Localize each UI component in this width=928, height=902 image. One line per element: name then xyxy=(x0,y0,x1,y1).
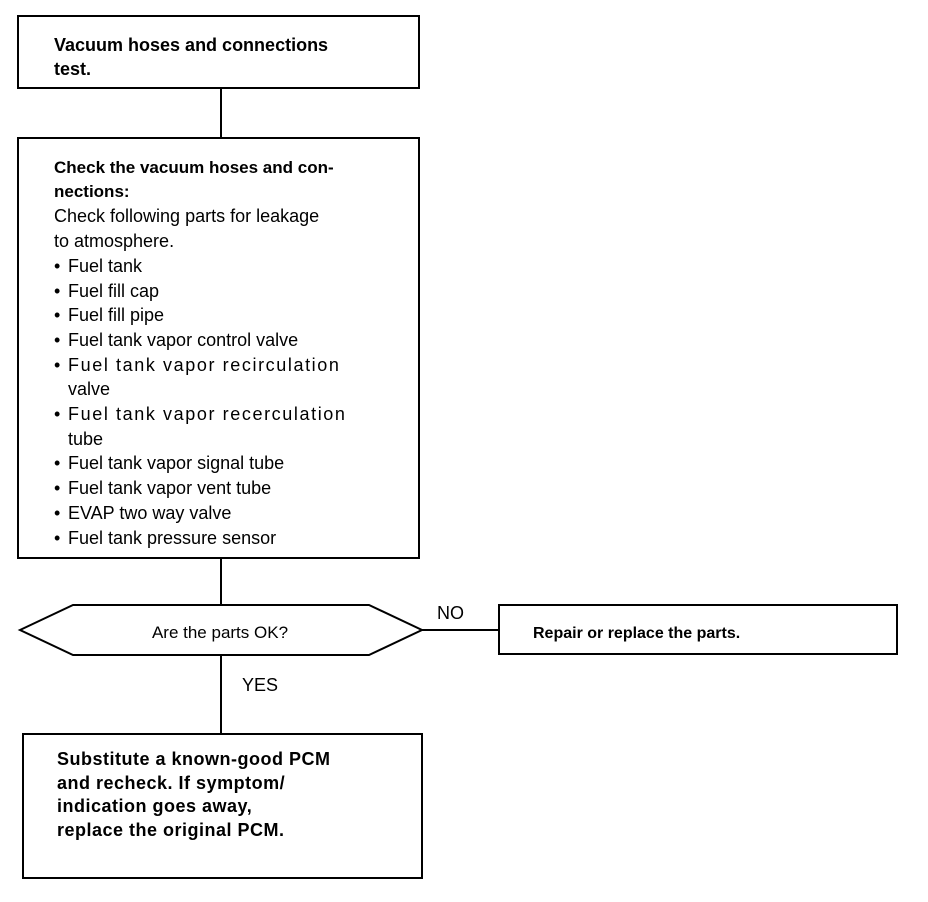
parts-list-item: • Fuel fill cap xyxy=(54,279,418,304)
bullet-icon: • xyxy=(54,478,61,499)
bullet-icon: • xyxy=(54,280,61,301)
result-step-line: Substitute a known-good PCM xyxy=(57,749,331,769)
start-step-box xyxy=(17,15,420,89)
repair-step-box xyxy=(498,604,898,655)
parts-list-item: • Fuel fill pipe xyxy=(54,303,418,328)
parts-list-item: • Fuel tank vapor signal tube xyxy=(54,451,418,476)
check-intro-line: to atmosphere. xyxy=(54,231,175,252)
result-step-line: indication goes away, xyxy=(57,796,253,816)
parts-list-item: • Fuel tank vapor recirculation valve xyxy=(54,354,341,400)
bullet-icon: • xyxy=(54,329,61,350)
check-parts-box xyxy=(17,137,420,559)
bullet-icon: • xyxy=(54,502,61,523)
check-intro-line: Check following parts for leakage xyxy=(54,206,320,227)
start-step-line: Vacuum hoses and connections xyxy=(54,35,329,55)
bullet-icon: • xyxy=(54,255,61,276)
bullet-icon: • xyxy=(54,354,61,375)
parts-list-item: • EVAP two way valve xyxy=(54,501,418,526)
check-heading-line: nections: xyxy=(54,182,130,202)
result-step-line: replace the original PCM. xyxy=(57,819,285,840)
decision-question: Are the parts OK? xyxy=(151,623,289,642)
parts-list-item: • Fuel tank vapor control valve xyxy=(54,328,418,353)
result-step-line: and recheck. If symptom/ xyxy=(57,772,286,793)
repair-step-text: Repair or replace the parts. xyxy=(533,625,741,642)
result-step-box xyxy=(22,733,423,879)
bullet-icon: • xyxy=(54,404,61,425)
parts-list xyxy=(54,254,418,550)
parts-list-item: • Fuel tank xyxy=(54,254,418,279)
start-step-line: test. xyxy=(54,59,92,79)
bullet-icon: • xyxy=(54,527,61,548)
parts-list-item: • Fuel tank vapor vent tube xyxy=(54,476,418,501)
check-heading-line: Check the vacuum hoses and con- xyxy=(54,158,334,177)
bullet-icon: • xyxy=(54,305,61,326)
bullet-icon: • xyxy=(54,453,61,474)
parts-list-item: • Fuel tank pressure sensor xyxy=(54,526,418,551)
parts-list-item: • Fuel tank vapor recerculation tube xyxy=(54,404,347,449)
yes-branch-label: YES xyxy=(242,675,279,695)
no-branch-label: NO xyxy=(437,603,464,623)
